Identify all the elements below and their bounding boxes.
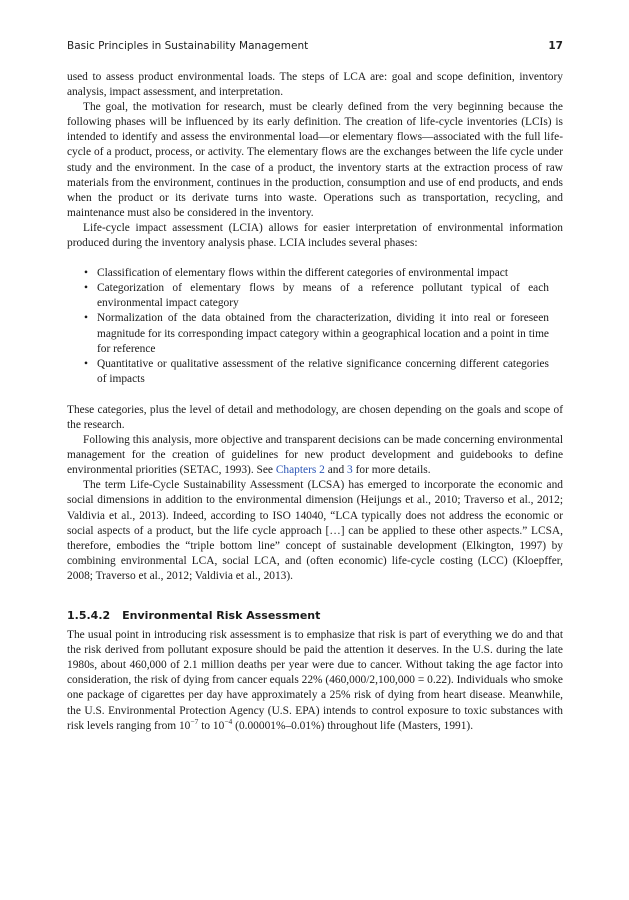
bullet-icon: •: [84, 267, 88, 280]
list-item: [84, 311, 549, 356]
exponent-value: −7: [190, 716, 199, 726]
list-item-text: Classification of elementary flows within the different categories of environmental impact: [97, 267, 508, 280]
exponent-base: 10: [178, 719, 191, 732]
running-title: Basic Principles in Sustainability Management: [67, 40, 309, 52]
list-item-text: Categorization of elementary flows by means of a reference pollutant typical of each environmental impact category: [97, 282, 549, 310]
bullet-icon: •: [84, 282, 88, 295]
risk-to: to: [198, 719, 213, 732]
exponent-base: 10: [212, 719, 225, 732]
book-page: [67, 40, 563, 734]
chapter-3-link[interactable]: 3: [347, 464, 353, 477]
exponent-value: −4: [224, 716, 233, 726]
paragraph-following: [67, 433, 563, 478]
risk-end: (0.00001%–0.01%) throughout life (Masters, 1991).: [232, 719, 474, 732]
running-header: [67, 40, 563, 56]
following-text: Following this analysis, more objective and transparent decisions can be made concerning environmental management for the creation of guidelines for new product development and guidebooks to define environmental priorities (SETAC, 1993). See: [67, 434, 563, 477]
list-item-text: Normalization of the data obtained from the characterization, dividing it into real or foreseen magnitude for its corresponding impact category within a geographical location and a point in time for reference: [97, 312, 549, 355]
list-item: [84, 357, 549, 387]
section-heading: [67, 608, 563, 623]
section-number: 1.5.4.2: [67, 609, 111, 622]
bullet-icon: •: [84, 312, 88, 325]
list-item: [84, 281, 549, 311]
paragraph-lcsa: The term Life-Cycle Sustainability Assessment (LCSA) has emerged to incorporate the economic and social dimensions in addition to the environmental dimension (Heijungs et al., 2010; Traverso et al., 2012; Valdivia et al., 2013). Indeed, according to ISO 14040, “LCA typically does not address the economic or social aspects of a product, but the life cycle approach […] can be applied to these other aspects.” LCSA, therefore, embodies the “triple bottom line” concept of sustainable development (Elkington, 1997) by combining environmental LCA, social LCA, and (often economic) life-cycle costing (LCC) (Kloepffer, 2008; Traverso et al., 2012; Valdivia et al., 2013).: [67, 479, 563, 582]
list-item-text: Quantitative or qualitative assessment of the relative significance concerning different categories of impacts: [97, 357, 549, 385]
section-title: Environmental Risk Assessment: [122, 609, 321, 622]
bullet-icon: •: [84, 357, 88, 370]
following-end: for more details.: [352, 464, 431, 477]
paragraph-risk: [67, 628, 563, 734]
chapter-2-link[interactable]: Chapters 2: [275, 464, 325, 477]
risk-text: The usual point in introducing risk assessment is to emphasize that risk is part of everything we do and that the risk derived from pollutant exposure should be paid the attention it deserves. In the U.S. during the late 1980s, about 460,000 of 2.1 million deaths per year were due to cancer. Without taking the age factor into consideration, the risk of dying from cancer equals 22% (460,000/2,100,000 = 0.22). Individuals who smoke one package of cigarettes per day have approximately a 25% risk of dying from heart disease. Meanwhile, the U.S. Environmental Protection Agency (U.S. EPA) intends to control exposure to toxic substances with risk levels ranging from: [67, 629, 563, 732]
paragraph-lcia: Life-cycle impact assessment (LCIA) allows for easier interpretation of environmental information produced during the inventory analysis phase. LCIA includes several phases:: [67, 221, 563, 250]
lcia-phases-list: [67, 266, 563, 387]
paragraph-lca-steps: used to assess product environmental loads. The steps of LCA are: goal and scope definition, inventory analysis, impact assessment, and interpretation.: [67, 71, 563, 99]
following-and: and: [324, 464, 348, 477]
paragraph-goal: The goal, the motivation for research, must be clearly defined from the very beginning because the following phases will be influenced by its early definition. The creation of life-cycle inventories (LCIs) is intended to identify and assess the environmental load—or elementary flows—associated with the full life-cycle of a product, process, or activity. The elementary flows are the exchanges between the life cycle under study and the environment. In the case of a product, the inventory starts at the extraction process of raw materials from the environment, continues in the production, consumption and use of end products, and ends when the product or its derivate turns into waste. Operations such as transportation, recycling, and maintenance must also be considered in the inventory.: [67, 101, 563, 219]
page-number: 17: [548, 40, 563, 52]
body-text: [67, 70, 563, 734]
paragraph-categories: These categories, plus the level of detail and methodology, are chosen depending on the goals and scope of the research.: [67, 403, 563, 431]
list-item: [84, 266, 549, 281]
